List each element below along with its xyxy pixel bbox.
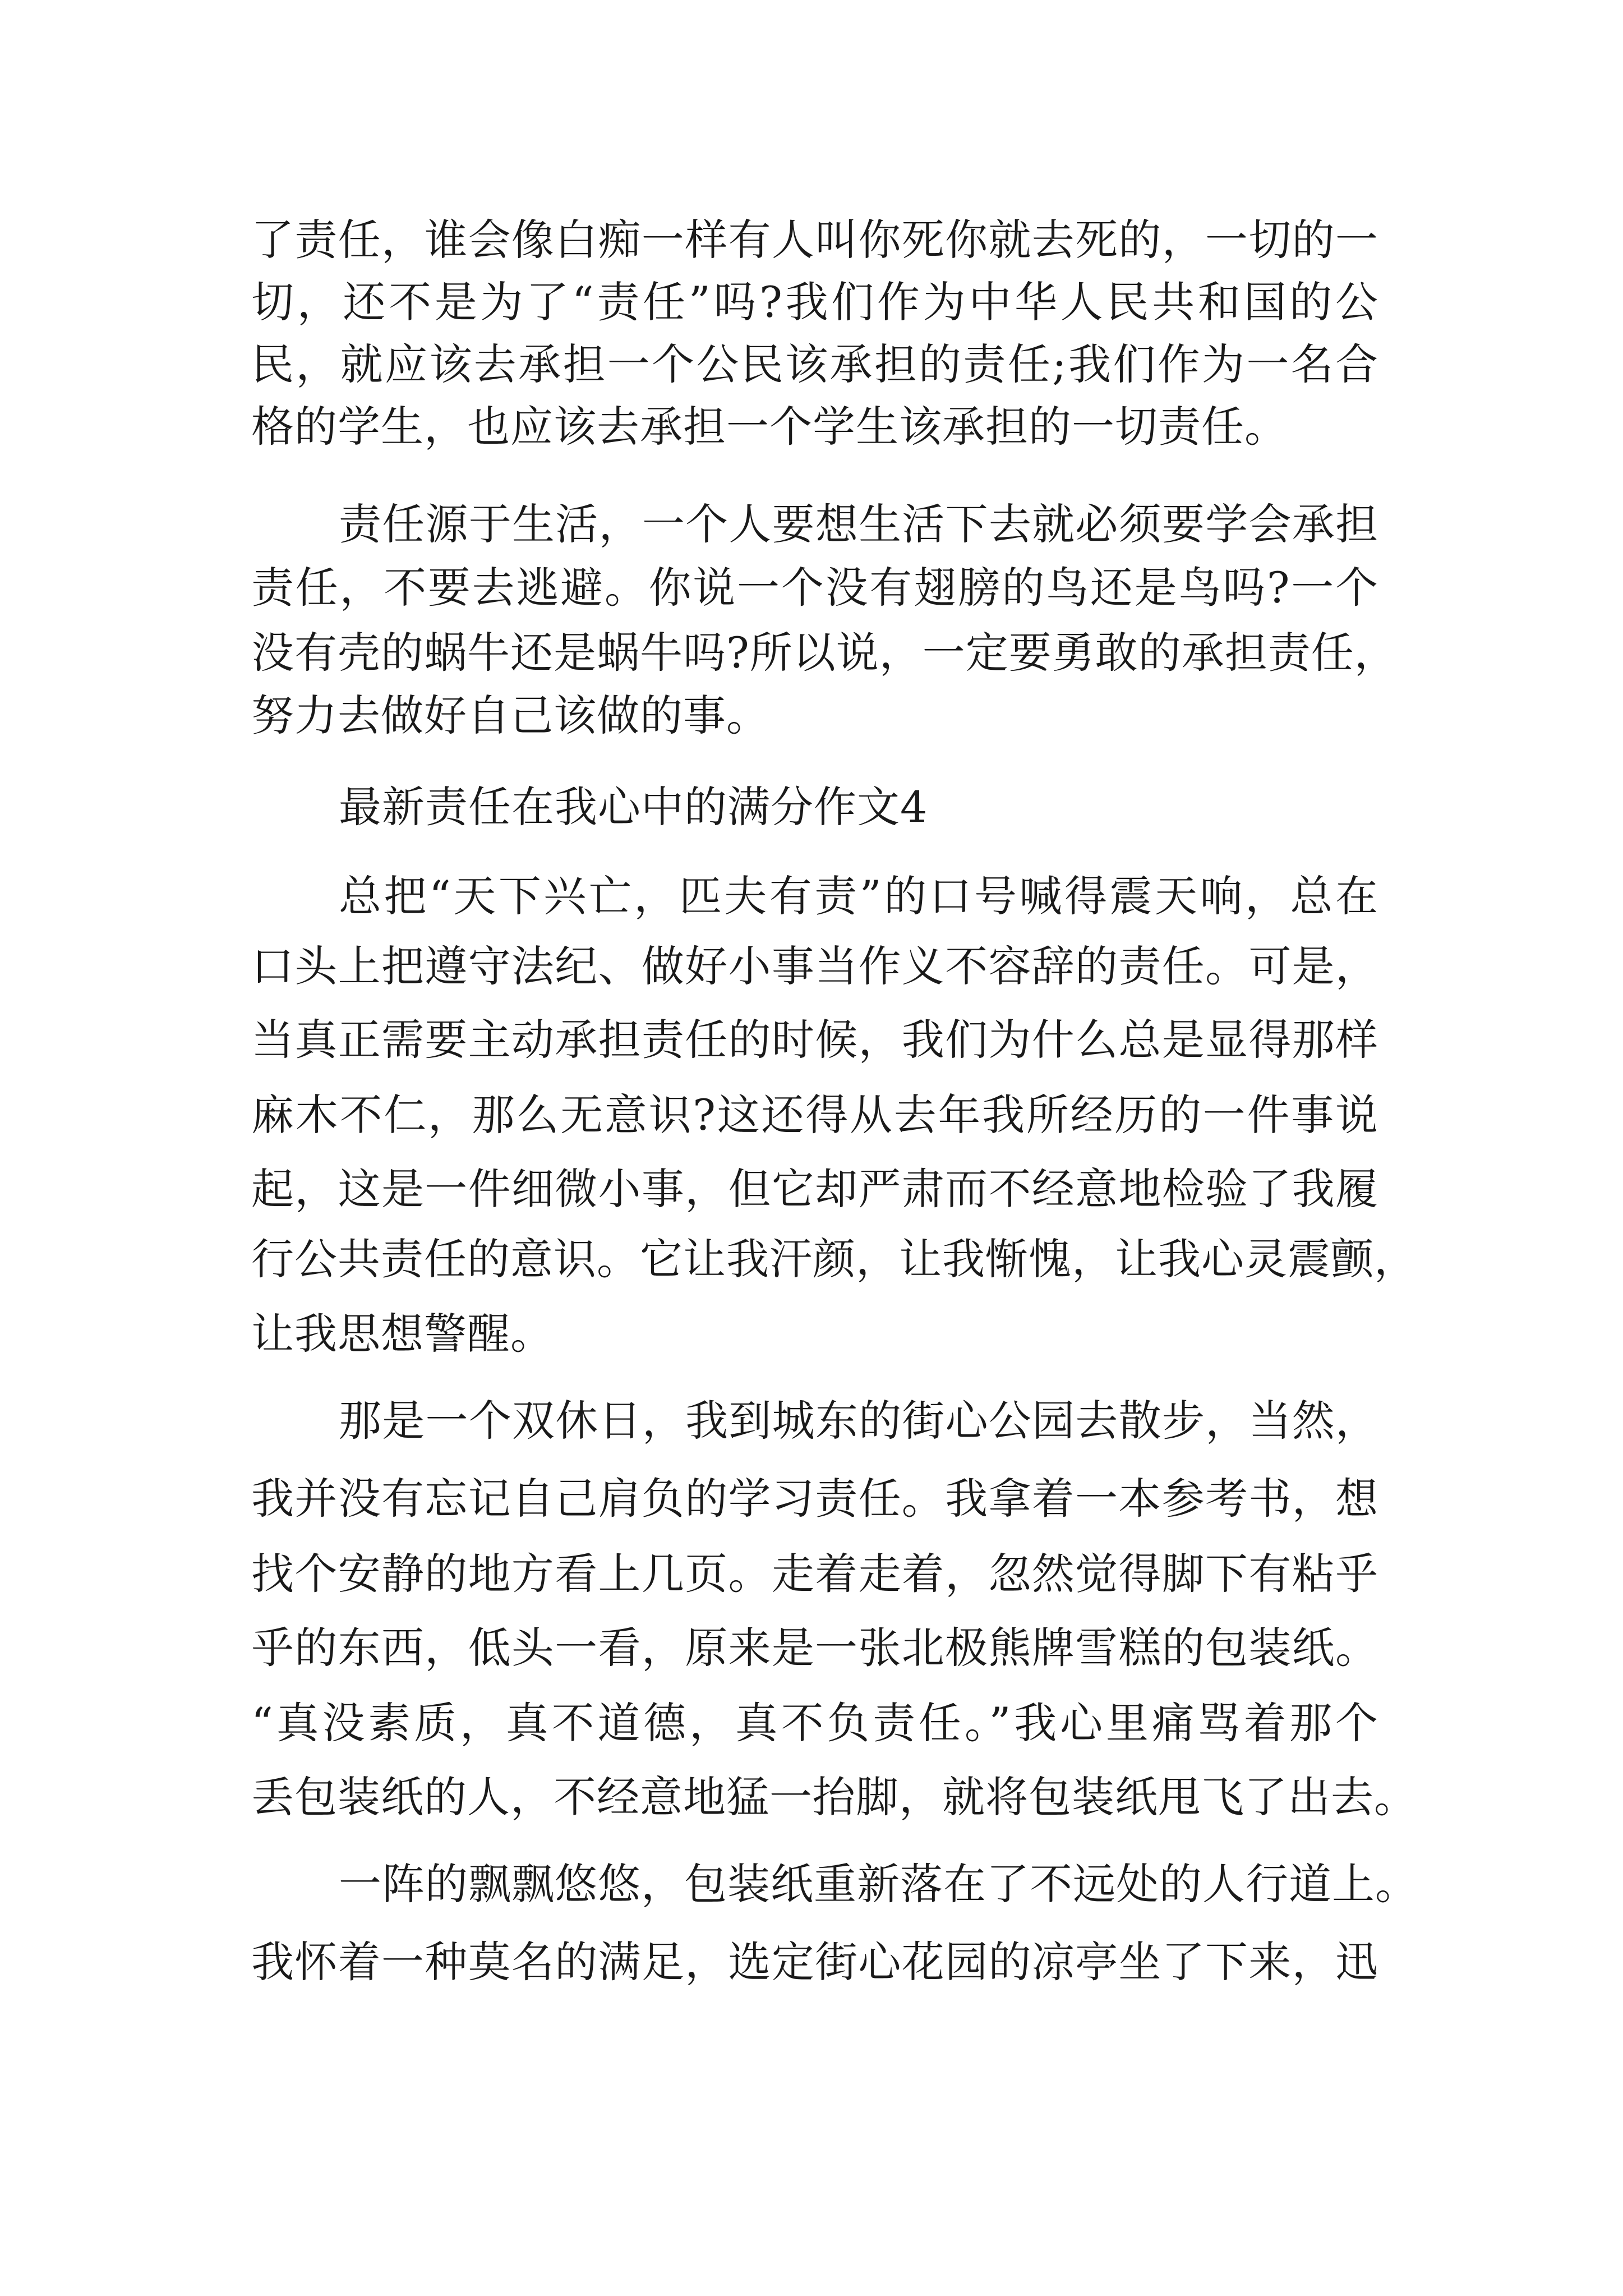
paragraph-4-line-4: 乎的东西，低头一看，原来是一张北极熊牌雪糕的包装纸。 [251,1623,1378,1673]
paragraph-1-line-1: 了责任，谁会像白痴一样有人叫你死你就去死的，一切的一 [251,215,1378,265]
paragraph-2-line-1: 责任源于生活，一个人要想生活下去就必须要学会承担 [339,499,1378,549]
paragraph-4-line-5: “真没素质，真不道德，真不负责任。”我心里痛骂着那个 [251,1698,1378,1748]
paragraph-5-line-1: 一阵的飘飘悠悠，包装纸重新落在了不远处的人行道上。 [339,1859,1418,1909]
paragraph-3-line-7: 让我思想警醒。 [251,1309,554,1359]
paragraph-2-line-4: 努力去做好自己该做的事。 [251,691,769,740]
paragraph-4-line-6: 丢包装纸的人，不经意地猛一抬脚，就将包装纸甩飞了出去。 [251,1772,1417,1822]
paragraph-4-line-3: 找个安静的地方看上几页。走着走着，忽然觉得脚下有粘乎 [251,1549,1378,1599]
paragraph-3-line-6: 行公共责任的意识。它让我汗颜，让我惭愧，让我心灵震颤， [251,1234,1417,1284]
paragraph-4-line-1: 那是一个双休日，我到城东的街心公园去散步，当然， [339,1396,1378,1446]
paragraph-3-line-3: 当真正需要主动承担责任的时候，我们为什么总是显得那样 [251,1015,1378,1065]
paragraph-4-line-2: 我并没有忘记自己肩负的学习责任。我拿着一本参考书，想 [251,1474,1378,1524]
paragraph-3-line-1: 总把“天下兴亡，匹夫有责”的口号喊得震天响，总在 [339,871,1378,921]
paragraph-5-line-2: 我怀着一种莫名的满足，选定街心花园的凉亭坐了下来，迅 [251,1937,1378,1987]
paragraph-3-line-4: 麻木不仁，那么无意识?这还得从去年我所经历的一件事说 [251,1090,1378,1140]
paragraph-1-line-2: 切，还不是为了“责任”吗?我们作为中华人民共和国的公 [251,277,1378,327]
paragraph-3-line-2: 口头上把遵守法纪、做好小事当作义不容辞的责任。可是， [251,941,1378,991]
paragraph-1-line-4: 格的学生，也应该去承担一个学生该承担的一切责任。 [251,402,1288,452]
section-heading: 最新责任在我心中的满分作文4 [339,782,928,832]
paragraph-2-line-3: 没有壳的蜗牛还是蜗牛吗?所以说，一定要勇敢的承担责任， [251,628,1398,678]
paragraph-3-line-5: 起，这是一件细微小事，但它却严肃而不经意地检验了我履 [251,1164,1378,1214]
paragraph-2-line-2: 责任，不要去逃避。你说一个没有翅膀的鸟还是鸟吗?一个 [251,563,1378,613]
paragraph-1-line-3: 民，就应该去承担一个公民该承担的责任;我们作为一名合 [251,339,1378,389]
